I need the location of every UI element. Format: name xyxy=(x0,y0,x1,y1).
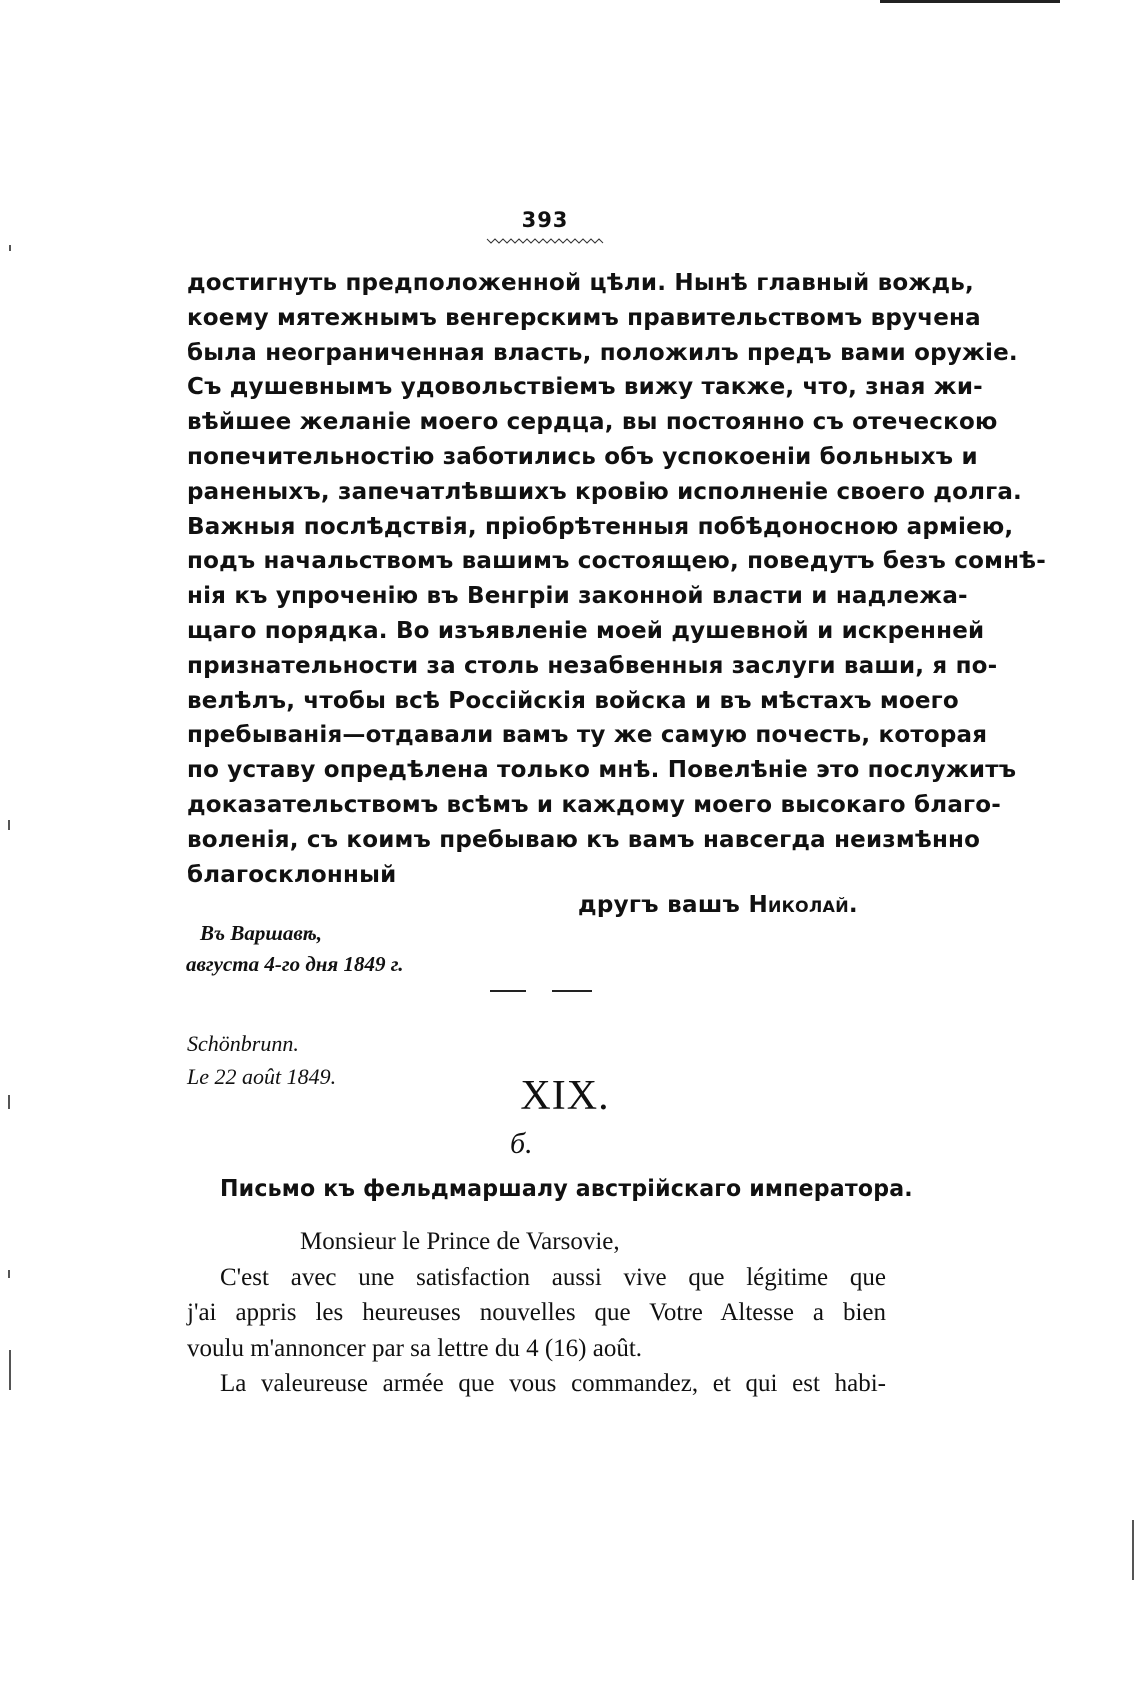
french-place-date xyxy=(187,1027,336,1093)
russian-letter-line: коему мятежнымъ венгерскимъ правительствомъ вручена xyxy=(187,304,981,331)
section-divider xyxy=(490,990,620,992)
signature-prefix: другъ вашъ xyxy=(578,892,749,918)
page-number-ornament-icon xyxy=(485,237,605,245)
russian-letter-line: щаго порядка. Во изъявленіе моей душевной и искренней xyxy=(187,617,985,644)
page-number: 393 xyxy=(521,208,569,232)
russian-letter-line: подъ начальствомъ вашимъ состоящею, поведутъ безъ сомнѣ- xyxy=(187,548,1047,575)
signature-name: Николай. xyxy=(748,892,858,918)
russian-letter-line: нія къ упроченію въ Венгріи законной власти и надлежа- xyxy=(187,583,968,610)
section-roman-numeral: XIX. xyxy=(520,1073,610,1119)
russian-letter-line: велѣлъ, чтобы всѣ Россійскія войска и въ мѣстахъ моего xyxy=(187,687,959,714)
section-heading: Письмо къ фельдмаршалу австрійскаго императора. xyxy=(220,1176,913,1202)
russian-letter-body xyxy=(187,266,1047,892)
russian-letter-line: вѣйшее желаніе моего сердца, вы постоянно съ отеческою xyxy=(187,409,998,436)
russian-letter-line: благосклонный xyxy=(187,861,397,888)
french-letter-line: La valeureuse armée que vous commandez, et qui est habi- xyxy=(220,1370,886,1397)
french-letter-body xyxy=(187,1224,886,1402)
russian-place: Въ Варшавѣ, xyxy=(200,921,322,945)
russian-place-date xyxy=(186,918,403,980)
french-letter-line: C'est avec une satisfaction aussi vive que légitime que xyxy=(220,1263,886,1291)
russian-letter-line: была неограниченная власть, положилъ предъ вами оружіе. xyxy=(187,339,1018,366)
page-header xyxy=(485,208,605,250)
french-letter-line: j'ai appris les heureuses nouvelles que Votre Altesse a bien xyxy=(187,1299,886,1326)
russian-letter-line: признательности за столь незабвенныя заслуги ваши, я по- xyxy=(187,652,998,679)
russian-letter-line: попечительностію заботились объ успокоеніи больныхъ и xyxy=(187,443,978,470)
top-edge-rule xyxy=(880,0,1060,3)
russian-letter-line: пребыванія—отдавали вамъ ту же самую почесть, которая xyxy=(187,722,988,749)
russian-date: августа 4-го дня 1849 г. xyxy=(186,952,404,976)
section-letter: б. xyxy=(510,1127,533,1160)
russian-letter-line: достигнуть предположенной цѣли. Нынѣ главный вождь, xyxy=(187,270,974,296)
russian-letter-line: доказательствомъ всѣмъ и каждому моего высокаго благо- xyxy=(187,791,1002,818)
french-letter-line: voulu m'annoncer par sa lettre du 4 (16) août. xyxy=(187,1334,643,1362)
french-date: Le 22 août 1849. xyxy=(187,1064,337,1089)
russian-letter-line: по уставу опредѣлена только мнѣ. Повелѣніе это послужитъ xyxy=(187,757,1017,784)
russian-letter-line: Важныя послѣдствія, пріобрѣтенныя побѣдоносною арміею, xyxy=(187,513,1014,540)
french-salutation: Monsieur le Prince de Varsovie, xyxy=(300,1228,620,1255)
russian-letter-line: раненыхъ, запечатлѣвшихъ кровію исполненіе своего долга. xyxy=(187,478,1022,505)
letter-signature xyxy=(578,892,858,918)
french-place: Schönbrunn. xyxy=(187,1031,299,1056)
russian-letter-line: Съ душевнымъ удовольствіемъ вижу также, что, зная жи- xyxy=(187,374,983,401)
russian-letter-line: воленія, съ коимъ пребываю къ вамъ навсегда неизмѣнно xyxy=(187,826,981,853)
